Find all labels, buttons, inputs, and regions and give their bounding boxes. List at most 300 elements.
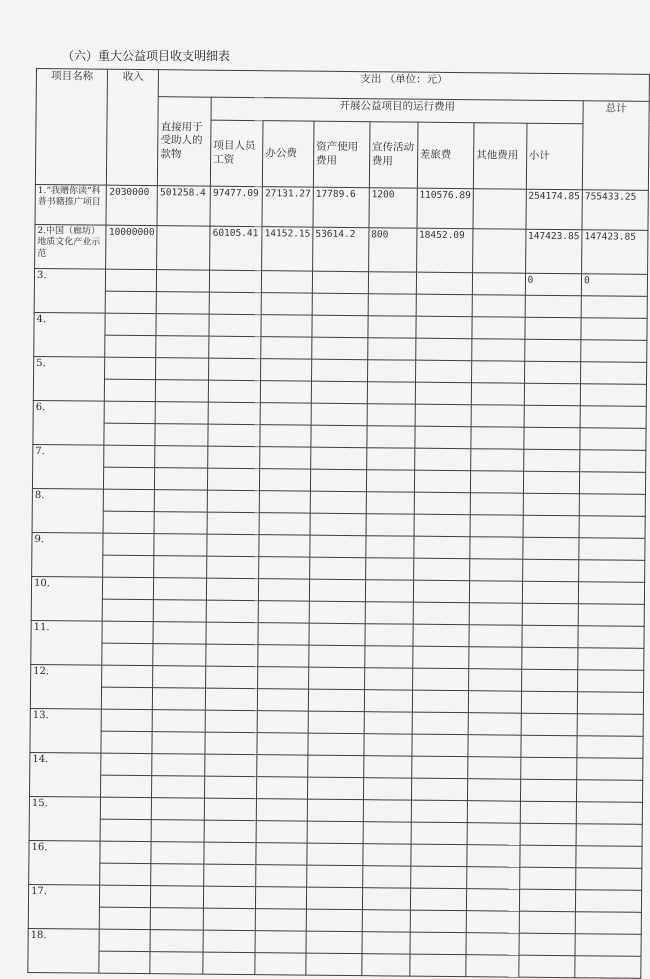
empty-cell xyxy=(261,359,312,381)
empty-cell xyxy=(102,643,153,665)
empty-cell xyxy=(415,404,472,427)
empty-cell xyxy=(469,603,522,626)
empty-cell xyxy=(209,336,261,358)
income-cell: 2030000 xyxy=(106,185,157,225)
empty-cell xyxy=(311,447,367,470)
empty-cell xyxy=(520,757,577,780)
empty-cell xyxy=(154,490,207,513)
empty-cell xyxy=(151,842,204,865)
empty-cell xyxy=(469,647,522,670)
row-number-label: 5. xyxy=(33,356,105,401)
row-number-label: 7. xyxy=(32,444,104,489)
empty-cell xyxy=(362,888,410,910)
empty-cell xyxy=(519,845,576,868)
empty-cell xyxy=(209,358,261,380)
empty-cell xyxy=(410,910,467,933)
empty-cell xyxy=(525,317,582,340)
empty-cell xyxy=(308,733,364,756)
empty-cell xyxy=(579,560,645,583)
empty-cell xyxy=(412,668,469,691)
empty-cell xyxy=(471,449,524,472)
empty-cell xyxy=(307,799,363,822)
empty-cell xyxy=(466,933,519,956)
table-row xyxy=(28,950,641,978)
empty-cell xyxy=(470,515,523,538)
empty-cell xyxy=(581,362,647,385)
empty-cell xyxy=(578,604,644,627)
empty-cell xyxy=(105,313,156,335)
empty-cell xyxy=(472,295,525,318)
empty-cell xyxy=(365,580,413,602)
empty-cell xyxy=(410,888,467,911)
empty-cell xyxy=(258,623,309,645)
empty-cell xyxy=(206,622,258,644)
staff-cell: 97477.09 xyxy=(210,186,262,226)
header-project-name: 项目名称 xyxy=(35,69,108,186)
empty-cell xyxy=(577,692,643,715)
empty-cell xyxy=(155,446,208,469)
empty-cell xyxy=(467,845,520,868)
empty-cell xyxy=(154,534,207,557)
empty-cell xyxy=(363,822,411,844)
empty-cell xyxy=(308,689,364,712)
empty-cell xyxy=(100,841,151,863)
empty-cell xyxy=(209,314,261,336)
row-number-label: 4. xyxy=(34,312,106,357)
header-other: 其他费用 xyxy=(473,123,526,190)
empty-cell xyxy=(152,710,205,733)
empty-cell xyxy=(520,779,577,802)
empty-cell xyxy=(364,690,412,712)
header-total: 总计 xyxy=(582,101,649,191)
empty-cell xyxy=(518,955,575,978)
empty-cell xyxy=(309,579,365,602)
empty-cell xyxy=(312,271,368,294)
empty-cell xyxy=(310,557,366,580)
empty-cell xyxy=(256,887,307,909)
empty-cell xyxy=(259,535,310,557)
empty-cell xyxy=(524,339,581,362)
empty-cell xyxy=(208,402,260,424)
empty-cell xyxy=(306,887,362,910)
empty-cell xyxy=(575,912,641,935)
empty-cell xyxy=(580,450,646,473)
empty-cell xyxy=(411,756,468,779)
empty-cell xyxy=(312,315,368,338)
empty-cell xyxy=(521,691,578,714)
empty-cell xyxy=(470,537,523,560)
empty-cell xyxy=(522,559,579,582)
other-cell xyxy=(473,229,526,274)
empty-cell xyxy=(312,293,368,316)
empty-cell xyxy=(469,625,522,648)
empty-cell xyxy=(577,736,643,759)
empty-cell xyxy=(368,338,416,360)
empty-cell xyxy=(105,401,156,423)
empty-cell xyxy=(204,864,256,886)
empty-cell xyxy=(577,780,643,803)
empty-cell xyxy=(576,846,642,869)
empty-cell xyxy=(100,885,151,907)
staff-cell: 60105.41 xyxy=(210,226,262,270)
empty-cell xyxy=(153,622,206,645)
empty-cell xyxy=(522,625,579,648)
empty-cell xyxy=(101,753,152,775)
empty-cell xyxy=(307,777,363,800)
empty-cell xyxy=(155,468,208,491)
empty-cell xyxy=(258,689,309,711)
table-row xyxy=(35,224,648,274)
empty-cell xyxy=(261,293,312,315)
document-title: （六）重大公益项目收支明细表 xyxy=(62,49,231,63)
empty-cell xyxy=(365,646,413,668)
row-number-label: 18. xyxy=(28,928,100,973)
empty-cell xyxy=(367,404,415,426)
empty-cell xyxy=(306,909,362,932)
empty-cell xyxy=(466,889,519,912)
empty-cell xyxy=(151,864,204,887)
header-office: 办公费 xyxy=(263,121,314,187)
empty-cell xyxy=(260,469,311,491)
subtotal-cell: 254174.85 xyxy=(526,189,583,230)
empty-cell xyxy=(258,645,309,667)
empty-cell xyxy=(520,801,577,824)
subtotal-cell: 147423.85 xyxy=(525,229,582,274)
empty-cell xyxy=(101,797,152,819)
empty-cell xyxy=(467,867,520,890)
empty-cell xyxy=(154,512,207,535)
empty-cell xyxy=(155,424,208,447)
empty-cell xyxy=(468,735,521,758)
empty-cell xyxy=(154,578,207,601)
row-number-label: 8. xyxy=(32,488,104,533)
empty-cell xyxy=(581,318,647,341)
empty-cell xyxy=(413,624,470,647)
empty-cell xyxy=(157,270,210,293)
empty-cell xyxy=(209,380,261,402)
empty-cell xyxy=(207,578,259,600)
empty-cell xyxy=(204,842,256,864)
empty-cell xyxy=(104,445,155,467)
empty-cell xyxy=(414,426,471,449)
empty-cell xyxy=(367,382,415,404)
total-cell: 755433.25 xyxy=(582,190,648,231)
empty-cell xyxy=(205,710,257,732)
empty-cell xyxy=(150,930,203,953)
empty-cell xyxy=(576,802,642,825)
empty-cell xyxy=(262,271,313,293)
empty-cell xyxy=(259,513,310,535)
empty-cell xyxy=(523,471,580,494)
empty-cell xyxy=(576,868,642,891)
empty-cell xyxy=(100,907,151,929)
empty-cell xyxy=(156,314,209,337)
empty-cell xyxy=(472,273,525,296)
row-number-label: 12. xyxy=(30,664,102,709)
empty-cell xyxy=(205,776,257,798)
empty-cell xyxy=(578,648,644,671)
empty-cell xyxy=(367,360,415,382)
empty-cell xyxy=(210,270,262,292)
empty-cell xyxy=(364,712,412,734)
empty-cell xyxy=(153,666,206,689)
empty-cell xyxy=(259,491,310,513)
empty-cell xyxy=(207,534,259,556)
empty-cell xyxy=(523,515,580,538)
empty-cell xyxy=(579,494,645,517)
empty-cell xyxy=(524,383,581,406)
empty-cell xyxy=(256,843,307,865)
empty-cell xyxy=(153,688,206,711)
empty-cell xyxy=(471,383,524,406)
empty-cell xyxy=(310,535,366,558)
empty-cell xyxy=(256,821,307,843)
empty-cell xyxy=(577,714,643,737)
empty-cell xyxy=(368,316,416,338)
header-operating: 开展公益项目的运行费用 xyxy=(211,97,583,124)
project-name-cell: 2.中国（廊坊）地质文化产业示范 xyxy=(35,224,107,269)
empty-cell xyxy=(208,446,260,468)
empty-cell xyxy=(258,667,309,689)
empty-cell xyxy=(412,690,469,713)
empty-cell xyxy=(102,687,153,709)
empty-cell xyxy=(101,731,152,753)
empty-cell xyxy=(363,844,411,866)
empty-cell xyxy=(519,933,576,956)
empty-cell xyxy=(522,581,579,604)
empty-cell xyxy=(414,470,471,493)
empty-cell xyxy=(256,865,307,887)
empty-cell xyxy=(259,557,310,579)
empty-cell xyxy=(151,886,204,909)
empty-cell xyxy=(207,512,259,534)
empty-cell xyxy=(309,667,365,690)
empty-cell xyxy=(203,930,255,952)
empty-cell xyxy=(151,820,204,843)
empty-cell xyxy=(206,644,258,666)
empty-cell xyxy=(578,670,644,693)
empty-cell xyxy=(100,863,151,885)
empty-cell xyxy=(366,536,414,558)
empty-cell xyxy=(103,533,154,555)
row-number-label: 13. xyxy=(30,708,102,753)
empty-cell xyxy=(257,711,308,733)
empty-cell xyxy=(470,493,523,516)
empty-cell xyxy=(205,754,257,776)
empty-cell xyxy=(522,603,579,626)
empty-cell xyxy=(415,360,472,383)
row-number-label: 17. xyxy=(28,884,100,929)
total-cell: 147423.85 xyxy=(582,230,648,275)
table-row xyxy=(35,184,648,230)
empty-cell xyxy=(309,623,365,646)
empty-cell xyxy=(311,425,367,448)
empty-cell xyxy=(471,405,524,428)
income-cell: 10000000 xyxy=(106,225,157,269)
header-asset-use: 资产使用费用 xyxy=(313,121,369,188)
empty-cell xyxy=(466,955,519,978)
empty-cell xyxy=(208,468,260,490)
empty-cell xyxy=(153,644,206,667)
empty-cell xyxy=(309,645,365,668)
empty-cell xyxy=(307,821,363,844)
empty-cell xyxy=(467,823,520,846)
empty-cell xyxy=(524,405,581,428)
empty-cell xyxy=(413,558,470,581)
office-cell: 27131.27 xyxy=(262,187,313,227)
empty-cell xyxy=(575,934,641,957)
row-number-label: 11. xyxy=(31,620,103,665)
empty-cell xyxy=(413,580,470,603)
empty-cell xyxy=(102,621,153,643)
empty-cell xyxy=(581,296,647,319)
row-number-label: 16. xyxy=(29,840,101,885)
empty-cell xyxy=(414,492,471,515)
empty-cell xyxy=(207,490,259,512)
empty-cell xyxy=(256,799,307,821)
empty-cell xyxy=(155,402,208,425)
empty-cell xyxy=(204,798,256,820)
publicity-cell: 1200 xyxy=(369,188,417,228)
empty-cell xyxy=(365,558,413,580)
row-number-label: 3. xyxy=(34,268,106,313)
total-cell: 0 xyxy=(581,274,647,297)
empty-cell xyxy=(523,449,580,472)
empty-cell xyxy=(261,337,312,359)
empty-cell xyxy=(576,824,642,847)
empty-cell xyxy=(208,424,260,446)
asset-cell: 17789.6 xyxy=(313,187,369,228)
empty-cell xyxy=(416,272,473,295)
empty-cell xyxy=(411,778,468,801)
empty-cell xyxy=(312,337,368,360)
header-expense: 支出 （单位：元） xyxy=(158,70,649,102)
empty-cell xyxy=(409,954,466,977)
project-name-cell: 1.“我赠你读”科普书籍推广项目 xyxy=(35,184,107,225)
row-number-label: 9. xyxy=(32,532,104,577)
empty-cell xyxy=(468,779,521,802)
empty-cell xyxy=(311,403,367,426)
row-number-label: 6. xyxy=(33,400,105,445)
empty-cell xyxy=(366,470,414,492)
empty-cell xyxy=(104,489,155,511)
empty-cell xyxy=(577,758,643,781)
empty-cell xyxy=(472,317,525,340)
empty-cell xyxy=(105,357,156,379)
empty-cell xyxy=(521,669,578,692)
empty-cell xyxy=(204,886,256,908)
header-travel: 差旅费 xyxy=(417,122,474,189)
empty-cell xyxy=(106,269,157,291)
header-staff-wages: 项目人员工资 xyxy=(211,120,264,186)
empty-cell xyxy=(152,732,205,755)
header-income: 收入 xyxy=(107,69,159,185)
empty-cell xyxy=(365,602,413,624)
empty-cell xyxy=(206,688,258,710)
empty-cell xyxy=(103,599,154,621)
empty-cell xyxy=(368,272,416,294)
empty-cell xyxy=(469,581,522,604)
empty-cell xyxy=(156,380,209,403)
empty-cell xyxy=(152,776,205,799)
publicity-cell: 800 xyxy=(368,228,416,272)
empty-cell xyxy=(466,911,519,934)
empty-cell xyxy=(255,909,306,931)
empty-cell xyxy=(521,735,578,758)
empty-cell xyxy=(105,335,156,357)
empty-cell xyxy=(363,778,411,800)
empty-cell xyxy=(519,867,576,890)
empty-cell xyxy=(523,493,580,516)
empty-cell xyxy=(410,844,467,867)
empty-cell xyxy=(366,492,414,514)
empty-cell xyxy=(156,292,209,315)
empty-cell xyxy=(260,381,311,403)
empty-cell xyxy=(103,555,154,577)
empty-cell xyxy=(362,954,410,976)
empty-cell xyxy=(364,734,412,756)
empty-cell xyxy=(410,932,467,955)
empty-cell xyxy=(413,602,470,625)
header-direct: 直接用于受助人的款物 xyxy=(158,97,212,187)
empty-cell xyxy=(99,951,150,973)
empty-cell xyxy=(576,890,642,913)
empty-cell xyxy=(578,626,644,649)
empty-cell xyxy=(156,336,209,359)
income-expense-table xyxy=(27,68,650,979)
empty-cell xyxy=(415,338,472,361)
empty-cell xyxy=(310,491,366,514)
empty-cell xyxy=(521,647,578,670)
empty-cell xyxy=(306,931,362,954)
row-number-label: 10. xyxy=(31,576,103,621)
empty-cell xyxy=(309,601,365,624)
empty-cell xyxy=(579,516,645,539)
empty-cell xyxy=(522,537,579,560)
travel-cell: 18452.09 xyxy=(416,228,473,273)
header-publicity: 宣传活动费用 xyxy=(369,122,417,188)
empty-cell xyxy=(206,600,258,622)
empty-cell xyxy=(99,929,150,951)
empty-cell xyxy=(362,932,410,954)
empty-cell xyxy=(101,775,152,797)
empty-cell xyxy=(411,734,468,757)
empty-cell xyxy=(579,538,645,561)
empty-cell xyxy=(414,514,471,537)
empty-cell xyxy=(411,822,468,845)
empty-cell xyxy=(366,448,414,470)
empty-cell xyxy=(156,358,209,381)
empty-cell xyxy=(257,733,308,755)
empty-cell xyxy=(105,379,156,401)
empty-cell xyxy=(468,757,521,780)
empty-cell xyxy=(580,428,646,451)
empty-cell xyxy=(152,798,205,821)
empty-cell xyxy=(205,732,257,754)
empty-cell xyxy=(206,666,258,688)
empty-cell xyxy=(204,820,256,842)
empty-cell xyxy=(101,819,152,841)
empty-cell xyxy=(469,669,522,692)
empty-cell xyxy=(154,556,207,579)
empty-cell xyxy=(106,291,157,313)
header-subtotal: 小计 xyxy=(526,123,583,190)
empty-cell xyxy=(310,513,366,536)
empty-cell xyxy=(467,801,520,824)
empty-cell xyxy=(362,910,410,932)
empty-cell xyxy=(207,556,259,578)
empty-cell xyxy=(259,579,310,601)
